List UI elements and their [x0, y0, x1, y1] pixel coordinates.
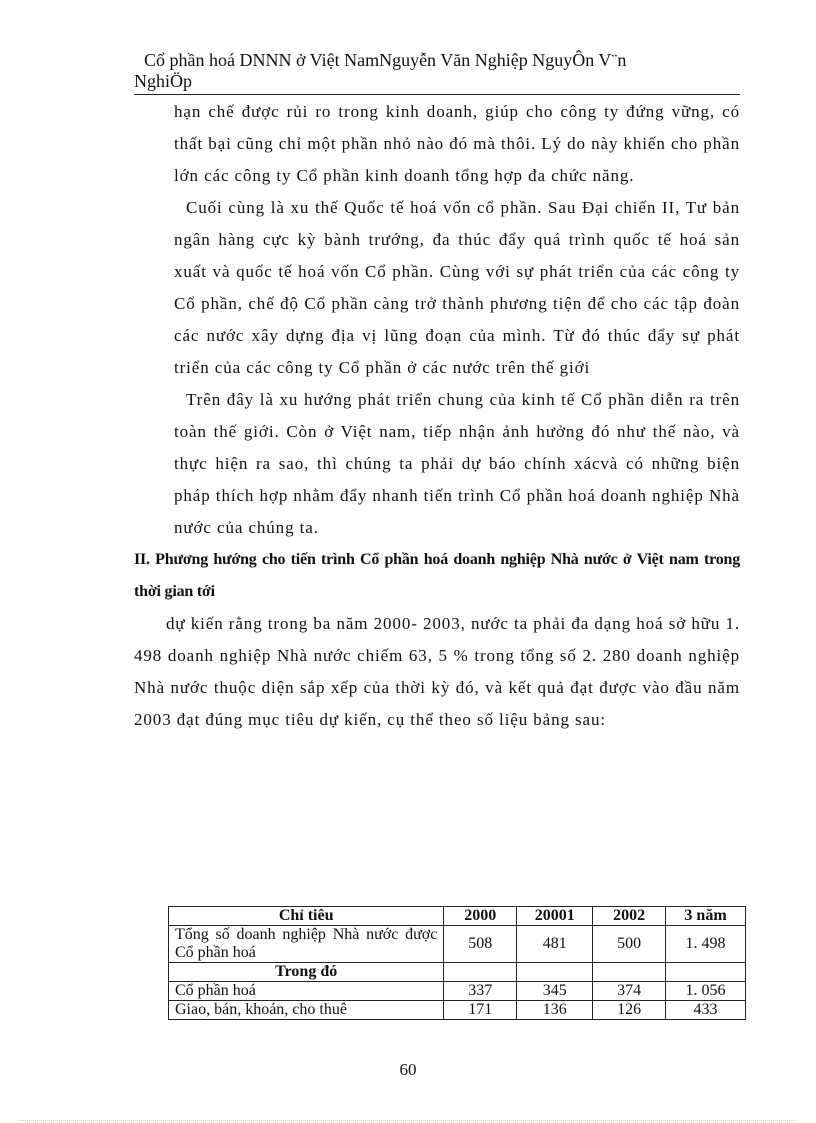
table-cell: 136: [517, 1001, 593, 1020]
table-cell: 481: [517, 926, 593, 963]
table-cell: 171: [444, 1001, 517, 1020]
statistics-table: [168, 906, 746, 1020]
page-number: 60: [399, 1060, 417, 1079]
header-cell-3-years: 3 năm: [666, 907, 746, 926]
header-line-1: Cổ phần hoá DNNN ở Việt NamNguyễn Văn Nghiệp NguyÔn V¨n: [144, 50, 627, 70]
table-cell: 345: [517, 982, 593, 1001]
page-header: [134, 50, 740, 95]
table-cell: 337: [444, 982, 517, 1001]
table-cell: 126: [593, 1001, 666, 1020]
table-cell-subheading: Trong đó: [169, 963, 444, 982]
statistics-table-container: [168, 906, 746, 1020]
table-cell-label: Tổng số doanh nghiệp Nhà nước được Cổ phần hoá: [169, 926, 444, 963]
table-cell: 374: [593, 982, 666, 1001]
table-cell-empty: [666, 963, 746, 982]
table-cell: 1. 056: [666, 982, 746, 1001]
table-row: [169, 926, 746, 963]
table-cell: 433: [666, 1001, 746, 1020]
header-cell-20001: 20001: [517, 907, 593, 926]
header-line-2: NghiÖp: [134, 71, 192, 91]
header-cell-2002: 2002: [593, 907, 666, 926]
header-cell-2000: 2000: [444, 907, 517, 926]
table-row: [169, 1001, 746, 1020]
paragraph-3: Trên đây là xu hướng phát triển chung của kinh tế Cổ phần diễn ra trên toàn thế giới. Còn ở Việt nam, tiếp nhận ảnh hưởng đó như thế nào, và thực hiện ra sao, thì chúng ta phải dự báo chính xácvà có những biện pháp thích hợp nhằm đẩy nhanh tiến trình Cổ phần hoá doanh nghiệp Nhà nước của chúng ta.: [174, 390, 740, 537]
table-row: [169, 982, 746, 1001]
header-cell-criteria: Chỉ tiêu: [169, 907, 444, 926]
indented-section: [134, 96, 740, 544]
table-cell: 508: [444, 926, 517, 963]
footer-divider: [20, 1120, 796, 1121]
table-cell-empty: [593, 963, 666, 982]
table-cell: 500: [593, 926, 666, 963]
document-body: [134, 96, 740, 736]
section-heading: II. Phương hướng cho tiến trình Cổ phần hoá doanh nghiệp Nhà nước ở Việt nam trong thời gian tới: [134, 551, 740, 600]
table-cell: 1. 498: [666, 926, 746, 963]
paragraph-4: dự kiến rằng trong ba năm 2000- 2003, nước ta phải đa dạng hoá sở hữu 1. 498 doanh nghiệp Nhà nước chiếm 63, 5 % trong tổng số 2. 280 doanh nghiệp Nhà nước thuộc diện sắp xếp của thời kỳ đó, và kết quả đạt được vào đầu năm 2003 đạt đúng mục tiêu dự kiến, cụ thể theo số liệu bảng sau:: [134, 614, 740, 729]
table-cell-empty: [517, 963, 593, 982]
table-cell-label: Cổ phần hoá: [169, 982, 444, 1001]
paragraph-2: Cuối cùng là xu thế Quốc tế hoá vốn cổ phần. Sau Đại chiến II, Tư bản ngân hàng cực kỳ bành trướng, đa thúc đẩy quá trình quốc tế hoá sản xuất và quốc tế hoá vốn Cổ phần. Cùng với sự phát triển của các công ty Cổ phần, chế độ Cổ phần càng trở thành phương tiện để cho các tập đoàn các nước xây dựng địa vị lũng đoạn của mình. Từ đó thúc đẩy sự phát triển của các công ty Cổ phần ở các nước trên thế giới: [174, 198, 740, 377]
table-header-row: [169, 907, 746, 926]
table-cell-empty: [444, 963, 517, 982]
table-row: [169, 963, 746, 982]
table-cell-label: Giao, bán, khoán, cho thuê: [169, 1001, 444, 1020]
paragraph-1: hạn chế được rủi ro trong kinh doanh, giúp cho công ty đứng vững, có thất bại cũng chỉ một phần nhỏ nào đó mà thôi. Lý do này khiến cho phần lớn các công ty Cổ phần kinh doanh tổng hợp đa chức năng.: [174, 102, 740, 185]
